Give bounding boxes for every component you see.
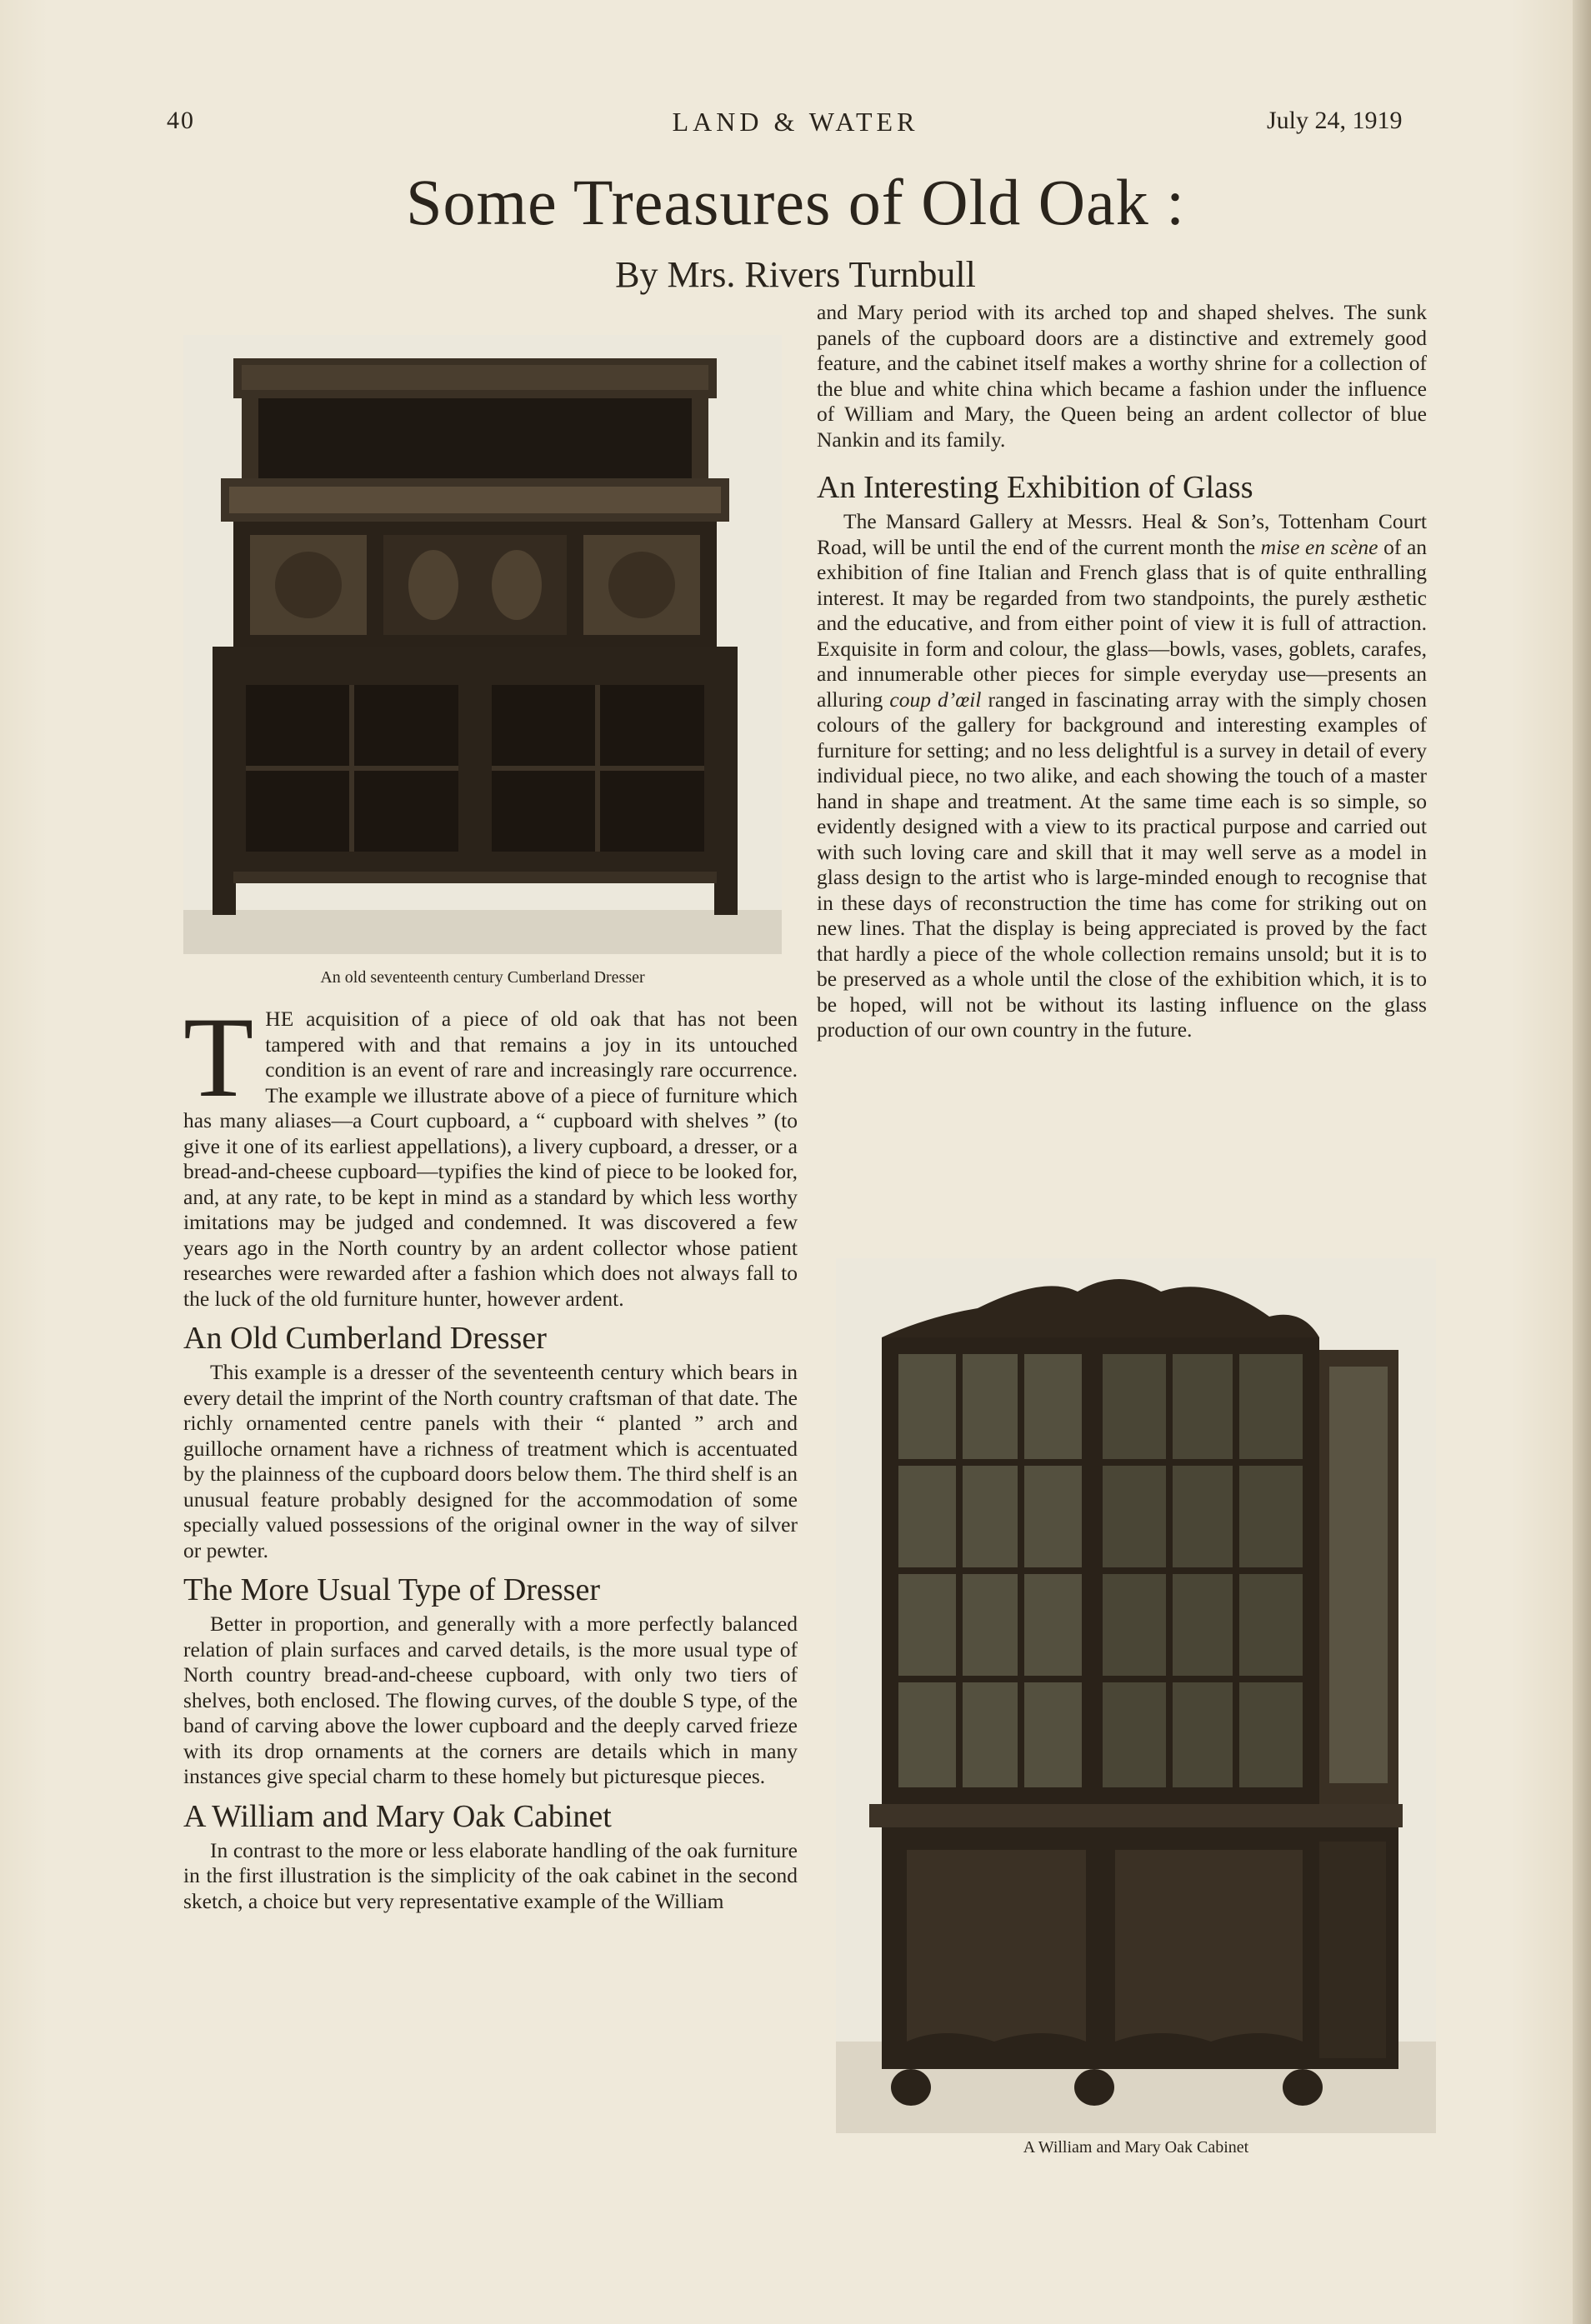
heading-cumberland-dresser: An Old Cumberland Dresser (183, 1321, 547, 1356)
paragraph-usual-dresser: Better in proportion, and generally with a more perfectly balanced relation of plain surfaces and carved details, is the more usual type of North country bread-and-cheese cupboard, with only two tiers of shelves, both enclosed. The flowing curves, of the double S type, of the band of carving above the lower cupboard and the deeply carved frieze with its drop ornaments at the corners are details which in many instances give special charm to these homely but picturesque pieces. (183, 1612, 798, 1788)
cabinet-caption: A William and Mary Oak Cabinet (1023, 2138, 1249, 2157)
intro-paragraph (183, 993, 798, 1312)
paragraph-william-mary-cabinet: In contrast to the more or less elaborate handling of the oak furniture in the first illustration is the simplicity of the oak cabinet in the second sketch, a choice but very representative example of the William (183, 1837, 798, 1913)
cabinet-illustration (836, 1258, 1436, 2133)
paragraph-cabinet-continued: and Mary period with its arched top and shaped shelves. The sunk panels of the cupboard doors are a distinctive and extremely good feature, and the cabinet itself makes a worthy shrine for a collection of the blue and white china which became a fashion under the influence of William and Mary, the Queen being an ardent collector of blue Nankin and its family. (817, 300, 1427, 452)
glass-text-coup-doeil: coup d’œil (889, 687, 982, 712)
heading-glass-exhibition: An Interesting Exhibition of Glass (817, 470, 1253, 505)
glass-text-part-1: The Mansard Gallery at Messrs. Heal & Son’s, Tottenham Court Road, will be until the end of the current month the (817, 509, 1427, 559)
dresser-photo (183, 335, 782, 954)
heading-usual-dresser: The More Usual Type of Dresser (183, 1572, 600, 1607)
left-column (183, 993, 798, 1914)
dresser-caption: An old seventeenth century Cumberland Dresser (320, 968, 645, 987)
page-number: 40 (167, 107, 195, 134)
article-title: Some Treasures of Old Oak : (406, 166, 1185, 238)
article-byline: By Mrs. Rivers Turnbull (615, 254, 976, 295)
page-spine-shadow (1573, 0, 1591, 2324)
heading-william-mary-cabinet: A William and Mary Oak Cabinet (183, 1798, 612, 1834)
glass-text-part-2: of an exhibition of fine Italian and French glass that is of quite enthralling interest. It may be regarded from two standpoints, the purely æsthetic and the educative, and from either point of view it is full of attraction. Exquisite in form and colour, the glass—bowls, vases, goblets, carafes, and innumerable other pieces for simple everyday use—presents an alluring (817, 534, 1428, 712)
drop-cap: T (183, 993, 254, 1121)
cabinet-photo (836, 1258, 1436, 2133)
glass-text-part-3: ranged in fascinating array with the simply chosen colours of the gallery for background and interesting examples of furniture for setting; and no less delightful is a survey in detail of every individual piece, no two alike, and each showing the touch of a master hand in shape and treatment. At the same time each is so simple, so evidently designed with a view to its practical purpose and carried out with such loving care and skill that it may well serve as a model in glass design to the artist who is large-minded enough to recognise that in these days of reconstruction the time has come for striking out on new lines. That the display is being appreciated is proved by the fact that hardly a piece of the whole collection remains unsold; but it is to be preserved as a whole until the close of the exhibition which, it is to be hoped, will not be without its lasting influence on the glass production of our own country in the future. (817, 687, 1428, 1042)
issue-date: July 24, 1919 (1267, 107, 1403, 134)
paragraph-cumberland-dresser: This example is a dresser of the seventeenth century which bears in every detail the imprint of the North country craftsman of that date. The richly ornamented centre panels with their “ planted ” arch and guilloche ornament have a richness of treatment which is accentuated by the plainness of the cupboard doors below them. The third shelf is an unusual feature probably designed for the accommodation of some specially valued possessions of the original owner in the way of silver or pewter. (183, 1360, 798, 1562)
glass-text-mise-en-scene: mise en scène (1260, 534, 1378, 559)
intro-text: HE acquisition of a piece of old oak that has not been tampered with and that remains a joy in its untouched condition is an event of rare and increasingly rare occurrence. The example we illustrate above of a piece of furniture which has many aliases—a Court cupboard, a “ cupboard with shelves ” (to give it one of its earliest appellations), a livery cupboard, a dresser, or a bread-and-cheese cupboard—typifies the kind of piece to be looked for, and, at any rate, to be kept in mind as a standard by which less worthy imitations may be judged and condemned. It was discovered a few years ago in the North country by an ardent collector whose patient researches were rewarded after a fashion which does not always fall to the luck of the old furniture hunter, however ardent. (183, 1007, 798, 1311)
paragraph-glass-exhibition (817, 509, 1427, 1043)
dresser-illustration (183, 335, 782, 954)
publication-title: LAND & WATER (672, 107, 919, 137)
right-column (817, 300, 1427, 1043)
